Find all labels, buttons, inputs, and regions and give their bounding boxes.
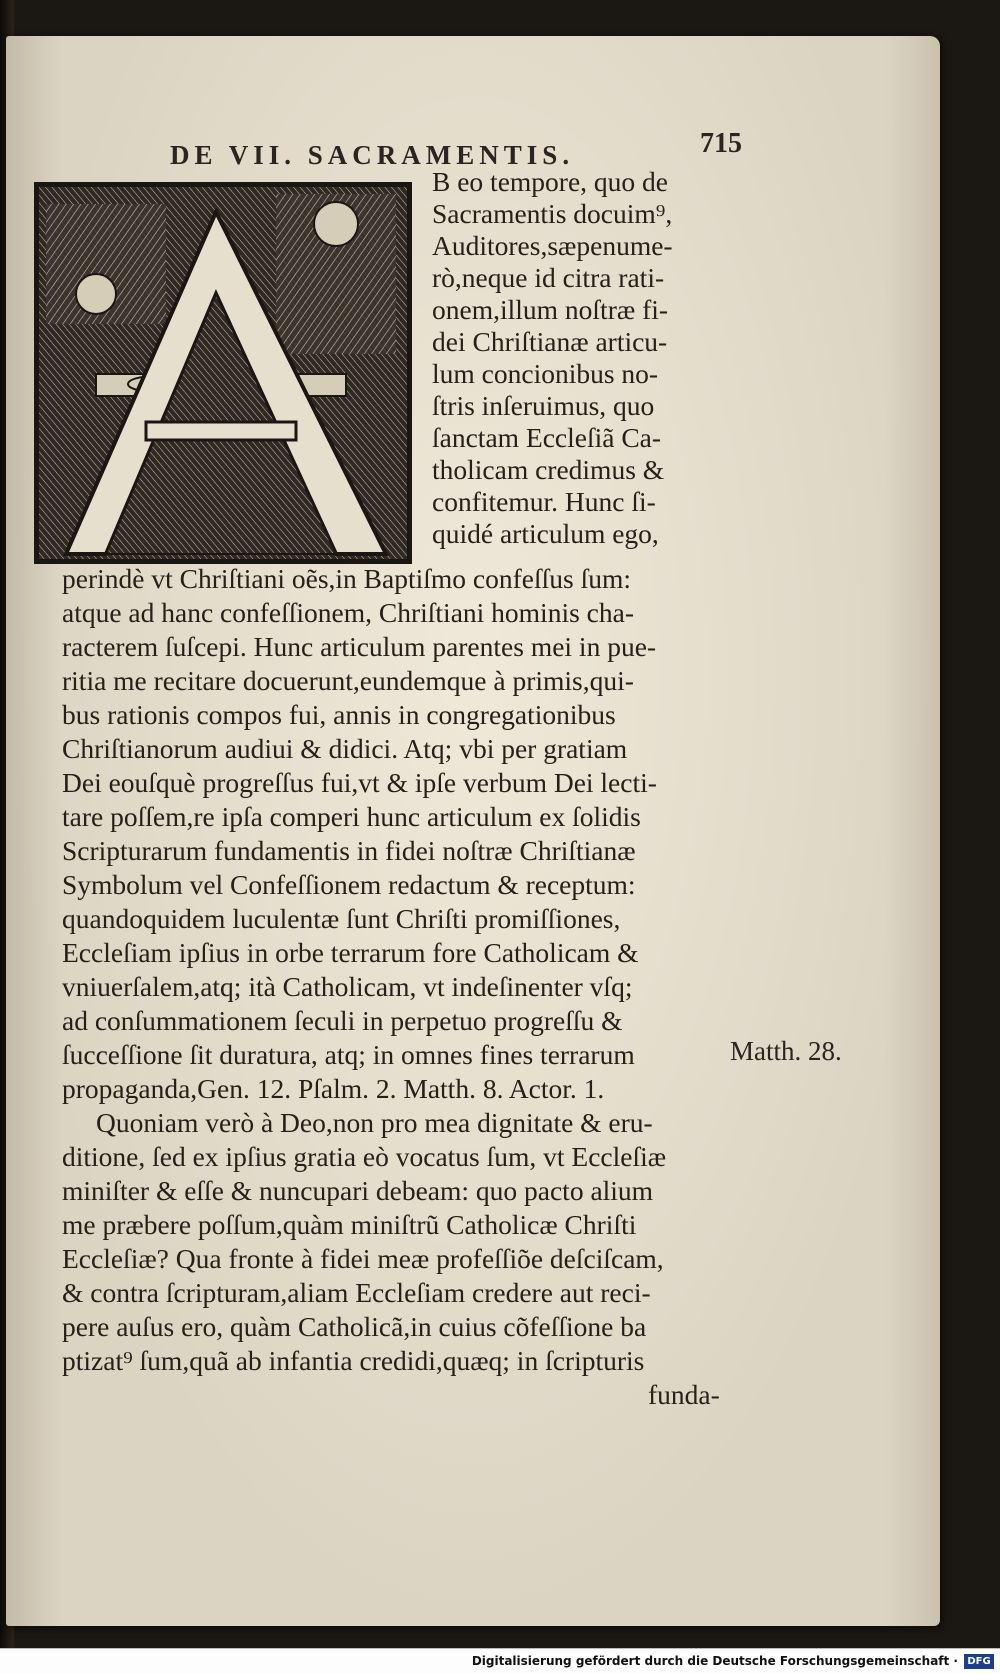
text-line: quidé articulum ego, <box>432 518 659 549</box>
text-line: me præbere poſſum,quàm miniſtrũ Catholicæ Chriſti <box>62 1209 637 1240</box>
text-line: ſanctam Eccleſiã Ca- <box>432 422 662 453</box>
text-line: B eo tempore, quo de <box>432 166 668 197</box>
text-line: miniſter & eſſe & nuncupari debeam: quo pacto alium <box>62 1175 654 1206</box>
text-line: tare poſſem,re ipſa comperi hunc articulum ex ſolidis <box>62 801 641 832</box>
digitization-footer <box>0 1648 1000 1674</box>
text-line: vniuerſalem,atq; ità Catholicam, vt indeſinenter vſq; <box>62 971 633 1002</box>
text-line: Auditores,sæpenume- <box>432 230 673 261</box>
text-line: confitemur. Hunc ſi- <box>432 486 656 517</box>
text-line: quandoquidem luculentæ ſunt Chriſti promiſſiones, <box>62 903 621 934</box>
text-line: ptizat⁹ ſum,quã ab infantia credidi,quæq; in ſcripturis <box>62 1345 645 1376</box>
text-line: Dei eouſquè progreſſus fui,vt & ipſe verbum Dei lecti- <box>62 767 657 798</box>
text-line: Quoniam verò à Deo,non pro mea dignitate & eru- <box>96 1107 653 1138</box>
text-line: ad conſummationem ſeculi in perpetuo progreſſu & <box>62 1005 623 1036</box>
catchword: funda- <box>648 1379 720 1410</box>
text-line: propaganda,Gen. 12. Pſalm. 2. Matth. 8. Actor. 1. <box>62 1073 605 1104</box>
text-line: Sacramentis docuim⁹, <box>432 198 673 229</box>
text-line: ditione, ſed ex ipſius gratia eò vocatus ſum, vt Eccleſiæ <box>62 1141 667 1172</box>
woodcut-initial-a-image <box>36 184 410 562</box>
text-line: Eccleſiæ? Qua fronte à fidei meæ profeſſiõe deſciſcam, <box>62 1243 664 1274</box>
text-line: atque ad hanc confeſſionem, Chriſtiani hominis cha- <box>62 597 634 628</box>
text-line: onem,illum noſtræ fi- <box>432 294 669 325</box>
text-line: ſucceſſione ſit duratura, atq; in omnes fines terrarum <box>62 1039 635 1070</box>
text-line: racterem ſuſcepi. Hunc articulum parentes mei in pue- <box>62 631 657 662</box>
marginal-note: Matth. 28. <box>730 1036 842 1066</box>
running-head: DE VII. SACRAMENTIS. <box>170 140 575 170</box>
text-line: Eccleſiam ipſius in orbe terrarum fore Catholicam & <box>62 937 639 968</box>
text-line: & contra ſcripturam,aliam Eccleſiam credere aut reci- <box>62 1277 651 1308</box>
page-number: 715 <box>700 128 742 159</box>
text-line: Chriſtianorum audiui & didici. Atq; vbi per gratiam <box>62 733 628 764</box>
text-line: Symbolum vel Confeſſionem redactum & receptum: <box>62 869 636 900</box>
text-line: pere auſus ero, quàm Catholicã,in cuius cõfeſſione ba <box>62 1311 647 1342</box>
text-line: ſtris inſeruimus, quo <box>432 390 655 421</box>
text-line: dei Chriſtianæ articu- <box>432 326 668 357</box>
text-line: ritia me recitare docuerunt,eundemque à primis,qui- <box>62 665 634 696</box>
text-line: bus rationis compos fui, annis in congregationibus <box>62 699 616 730</box>
footer-credit: Digitalisierung gefördert durch die Deutsche Forschungsgemeinschaft · <box>471 1654 958 1668</box>
woodcut-initial-a <box>34 182 412 564</box>
text-line: lum concionibus no- <box>432 358 659 389</box>
text-line: tholicam credimus & <box>432 454 665 485</box>
text-line: rò,neque id citra rati- <box>432 262 665 293</box>
text-line: perindè vt Chriſtiani oẽs,in Baptiſmo confeſſus ſum: <box>62 563 632 594</box>
text-line: Scripturarum fundamentis in fidei noſtræ Chriſtianæ <box>62 835 636 866</box>
dfg-logo-icon: DFG <box>964 1654 994 1669</box>
